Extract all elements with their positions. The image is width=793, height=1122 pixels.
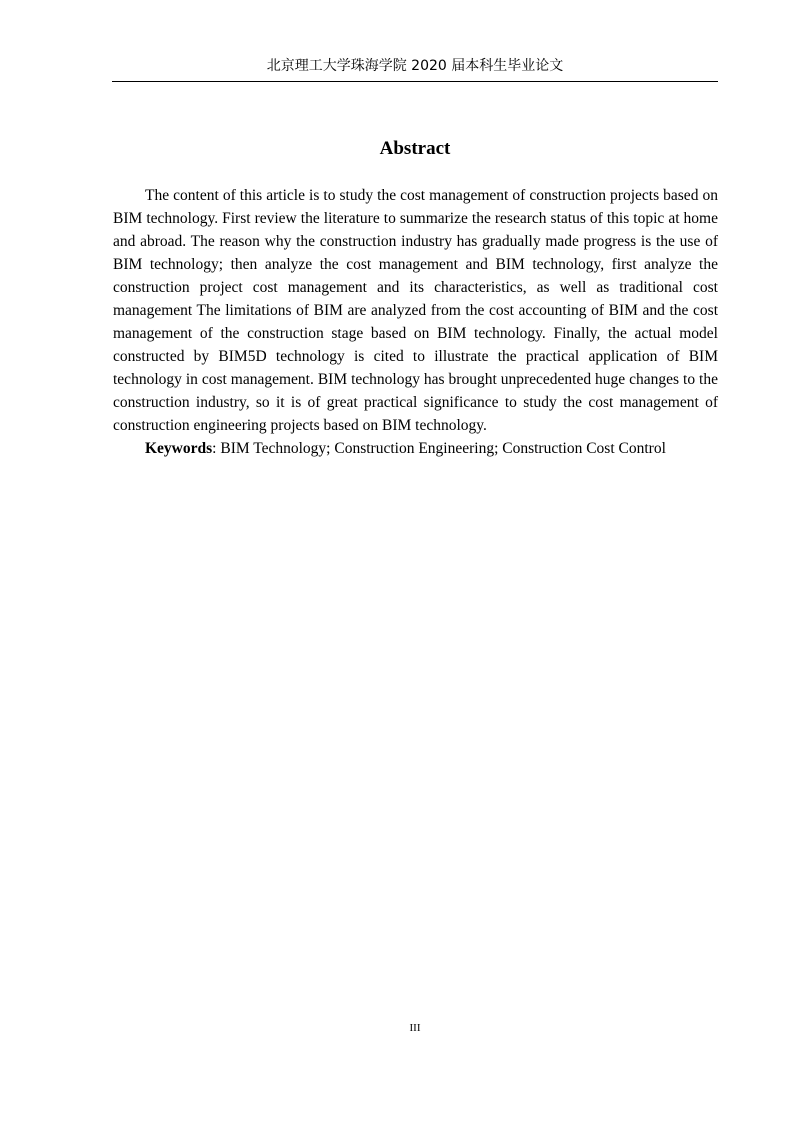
running-header: 北京理工大学珠海学院 2020 届本科生毕业论文: [266, 58, 564, 74]
abstract-section: [113, 184, 718, 460]
page-number: III: [409, 1022, 421, 1034]
abstract-paragraph: The content of this article is to study the cost management of construction projects based on BIM technology. First review the literature to summarize the research status of this topic at home and abroad. The reason why the construction industry has gradually made progress is the use of BIM technology; then analyze the cost management and BIM technology, first analyze the construction project cost management and its characteristics, as well as traditional cost management The limitations of BIM are analyzed from the cost accounting of BIM and the cost management of the construction stage based on BIM technology. Finally, the actual model constructed by BIM5D technology is cited to illustrate the practical application of BIM technology in cost management. BIM technology has brought unprecedented huge changes to the construction industry, so it is of great practical significance to study the cost management of construction engineering projects based on BIM technology.: [113, 187, 718, 434]
abstract-title: Abstract: [379, 138, 451, 159]
header-divider: [112, 81, 718, 82]
keywords-label: Keywords: [145, 440, 213, 457]
keywords-text: : BIM Technology; Construction Engineering; Construction Cost Control: [212, 440, 666, 457]
keywords-line: [113, 437, 718, 460]
